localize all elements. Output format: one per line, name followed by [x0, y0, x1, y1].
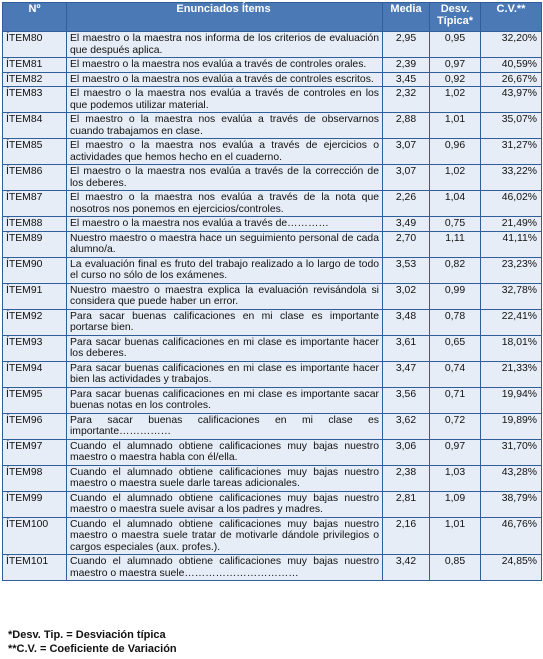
cv-cell: 46,76% — [481, 517, 542, 555]
media-cell: 3,48 — [383, 309, 430, 335]
item-id-cell: ÍTEM80 — [3, 32, 67, 58]
item-id-cell: ÍTEM92 — [3, 309, 67, 335]
table-row — [3, 465, 542, 491]
cv-cell: 18,01% — [481, 335, 542, 361]
item-id-cell: ÍTEM94 — [3, 361, 67, 387]
table-row — [3, 58, 542, 73]
item-id-cell: ÍTEM82 — [3, 72, 67, 87]
desv-cell: 0,99 — [430, 283, 481, 309]
media-cell: 3,06 — [383, 439, 430, 465]
item-id-cell: ÍTEM87 — [3, 191, 67, 217]
item-id-cell: ÍTEM100 — [3, 517, 67, 555]
item-statement-cell: El maestro o la maestra nos evalúa a través de controles escritos. — [67, 72, 383, 87]
media-cell: 3,62 — [383, 413, 430, 439]
desv-cell: 0,75 — [430, 217, 481, 232]
table-row — [3, 165, 542, 191]
item-id-cell: ÍTEM88 — [3, 217, 67, 232]
item-id-cell: ÍTEM97 — [3, 439, 67, 465]
cv-cell: 24,85% — [481, 555, 542, 581]
item-statement-cell: Cuando el alumnado obtiene calificaciones muy bajas nuestro maestro o maestra suele avisar a los padres y madres. — [67, 491, 383, 517]
table-row — [3, 413, 542, 439]
cv-cell: 38,79% — [481, 491, 542, 517]
desv-cell: 0,97 — [430, 439, 481, 465]
desv-cell: 1,02 — [430, 165, 481, 191]
cv-cell: 41,11% — [481, 231, 542, 257]
cv-cell: 33,22% — [481, 165, 542, 191]
desv-cell: 1,02 — [430, 87, 481, 113]
item-id-cell: ÍTEM93 — [3, 335, 67, 361]
media-cell: 2,32 — [383, 87, 430, 113]
table-row — [3, 439, 542, 465]
item-id-cell: ÍTEM89 — [3, 231, 67, 257]
table-row — [3, 87, 542, 113]
media-cell: 2,81 — [383, 491, 430, 517]
item-statement-cell: Cuando el alumnado obtiene calificaciones muy bajas nuestro maestro o maestra suele tratar de motivarle dándole privilegios o cargos especiales (aux. profes.). — [67, 517, 383, 555]
desv-cell: 0,85 — [430, 555, 481, 581]
media-cell: 3,61 — [383, 335, 430, 361]
media-cell: 2,95 — [383, 32, 430, 58]
header-media: Media — [383, 3, 430, 32]
desv-cell: 0,96 — [430, 139, 481, 165]
media-cell: 3,42 — [383, 555, 430, 581]
media-cell: 2,16 — [383, 517, 430, 555]
table-row — [3, 555, 542, 581]
item-statement-cell: El maestro o la maestra nos evalúa a través de la nota que nosotros nos ponemos en ejercicios/controles. — [67, 191, 383, 217]
media-cell: 2,39 — [383, 58, 430, 73]
item-id-cell: ÍTEM81 — [3, 58, 67, 73]
item-statement-cell: Para sacar buenas calificaciones en mi clase es importante portarse bien. — [67, 309, 383, 335]
item-statement-cell: El maestro o la maestra nos evalúa a través de………… — [67, 217, 383, 232]
header-cv: C.V.** — [481, 3, 542, 32]
media-cell: 2,88 — [383, 113, 430, 139]
cv-cell: 35,07% — [481, 113, 542, 139]
item-id-cell: ÍTEM84 — [3, 113, 67, 139]
legend — [8, 628, 177, 656]
item-id-cell: ÍTEM85 — [3, 139, 67, 165]
table-row — [3, 217, 542, 232]
item-id-cell: ÍTEM91 — [3, 283, 67, 309]
cv-cell: 21,33% — [481, 361, 542, 387]
header-row — [3, 3, 542, 32]
item-id-cell: ÍTEM96 — [3, 413, 67, 439]
table-row — [3, 257, 542, 283]
desv-cell: 0,72 — [430, 413, 481, 439]
item-statement-cell: El maestro o la maestra nos evalúa a través de observarnos cuando trabajamos en clase. — [67, 113, 383, 139]
item-statement-cell: El maestro o la maestra nos evalúa a través de la corrección de los deberes. — [67, 165, 383, 191]
table-row — [3, 113, 542, 139]
table-row — [3, 309, 542, 335]
cv-cell: 31,70% — [481, 439, 542, 465]
cv-cell: 23,23% — [481, 257, 542, 283]
item-statement-cell: El maestro o la maestra nos evalúa a través de controles en los que podemos utilizar material. — [67, 87, 383, 113]
cv-cell: 19,89% — [481, 413, 542, 439]
desv-cell: 1,01 — [430, 113, 481, 139]
table-row — [3, 72, 542, 87]
desv-cell: 0,78 — [430, 309, 481, 335]
desv-cell: 1,03 — [430, 465, 481, 491]
desv-cell: 0,92 — [430, 72, 481, 87]
desv-cell: 1,01 — [430, 517, 481, 555]
table-row — [3, 32, 542, 58]
desv-cell: 0,82 — [430, 257, 481, 283]
media-cell: 3,07 — [383, 139, 430, 165]
item-statement-cell: Cuando el alumnado obtiene calificaciones muy bajas nuestro maestro o maestra suele darle tareas adicionales. — [67, 465, 383, 491]
cv-cell: 32,78% — [481, 283, 542, 309]
table-row — [3, 361, 542, 387]
legend-desv: *Desv. Tip. = Desviación típica — [8, 629, 166, 641]
statistics-table-sheet — [2, 2, 541, 657]
item-id-cell: ÍTEM95 — [3, 387, 67, 413]
media-cell: 3,53 — [383, 257, 430, 283]
item-statement-cell: Cuando el alumnado obtiene calificaciones muy bajas nuestro maestro o maestra habla con él/ella. — [67, 439, 383, 465]
media-cell: 3,45 — [383, 72, 430, 87]
media-cell: 2,38 — [383, 465, 430, 491]
table-row — [3, 335, 542, 361]
cv-cell: 21,49% — [481, 217, 542, 232]
desv-cell: 1,11 — [430, 231, 481, 257]
item-statement-cell: Cuando el alumnado obtiene calificaciones muy bajas nuestro maestro o maestra suele…………………………… — [67, 555, 383, 581]
table-row — [3, 139, 542, 165]
item-id-cell: ÍTEM99 — [3, 491, 67, 517]
media-cell: 2,70 — [383, 231, 430, 257]
item-id-cell: ÍTEM83 — [3, 87, 67, 113]
header-items: Enunciados Ítems — [67, 3, 383, 32]
cv-cell: 31,27% — [481, 139, 542, 165]
item-statement-cell: El maestro o la maestra nos evalúa a través de controles orales. — [67, 58, 383, 73]
table-row — [3, 231, 542, 257]
table-row — [3, 517, 542, 555]
item-id-cell: ÍTEM90 — [3, 257, 67, 283]
media-cell: 3,49 — [383, 217, 430, 232]
desv-cell: 0,97 — [430, 58, 481, 73]
desv-cell: 0,74 — [430, 361, 481, 387]
cv-cell: 46,02% — [481, 191, 542, 217]
table-row — [3, 387, 542, 413]
table-row — [3, 191, 542, 217]
legend-cv: **C.V. = Coeficiente de Variación — [8, 643, 177, 655]
cv-cell: 32,20% — [481, 32, 542, 58]
desv-cell: 1,09 — [430, 491, 481, 517]
header-desv: Desv. Típica* — [430, 3, 481, 32]
media-cell: 3,07 — [383, 165, 430, 191]
item-id-cell: ÍTEM98 — [3, 465, 67, 491]
desv-cell: 0,65 — [430, 335, 481, 361]
cv-cell: 26,67% — [481, 72, 542, 87]
header-no: Nº — [3, 3, 67, 32]
cv-cell: 22,41% — [481, 309, 542, 335]
item-statement-cell: Para sacar buenas calificaciones en mi clase es importante…………… — [67, 413, 383, 439]
item-statement-cell: La evaluación final es fruto del trabajo realizado a lo largo de todo el curso no sólo de los exámenes. — [67, 257, 383, 283]
table-row — [3, 283, 542, 309]
desv-cell: 0,71 — [430, 387, 481, 413]
item-statement-cell: Nuestro maestro o maestra explica la evaluación revisándola si considera que puede haber un error. — [67, 283, 383, 309]
media-cell: 2,26 — [383, 191, 430, 217]
item-statement-cell: Para sacar buenas calificaciones en mi clase es importante hacer los deberes. — [67, 335, 383, 361]
item-statement-cell: Para sacar buenas calificaciones en mi clase es importante sacar buenas notas en los controles. — [67, 387, 383, 413]
item-id-cell: ÍTEM86 — [3, 165, 67, 191]
cv-cell: 40,59% — [481, 58, 542, 73]
cv-cell: 43,97% — [481, 87, 542, 113]
table-row — [3, 491, 542, 517]
item-statement-cell: Para sacar buenas calificaciones en mi clase es importante hacer bien las actividades y trabajos. — [67, 361, 383, 387]
items-table — [2, 2, 542, 581]
desv-cell: 1,04 — [430, 191, 481, 217]
media-cell: 3,47 — [383, 361, 430, 387]
media-cell: 3,02 — [383, 283, 430, 309]
cv-cell: 43,28% — [481, 465, 542, 491]
media-cell: 3,56 — [383, 387, 430, 413]
desv-cell: 0,95 — [430, 32, 481, 58]
item-statement-cell: El maestro o la maestra nos informa de los criterios de evaluación que después aplica. — [67, 32, 383, 58]
item-statement-cell: El maestro o la maestra nos evalúa a través de ejercicios o actividades que hemos hecho en el cuaderno. — [67, 139, 383, 165]
cv-cell: 19,94% — [481, 387, 542, 413]
item-id-cell: ÍTEM101 — [3, 555, 67, 581]
item-statement-cell: Nuestro maestro o maestra hace un seguimiento personal de cada alumno/a. — [67, 231, 383, 257]
